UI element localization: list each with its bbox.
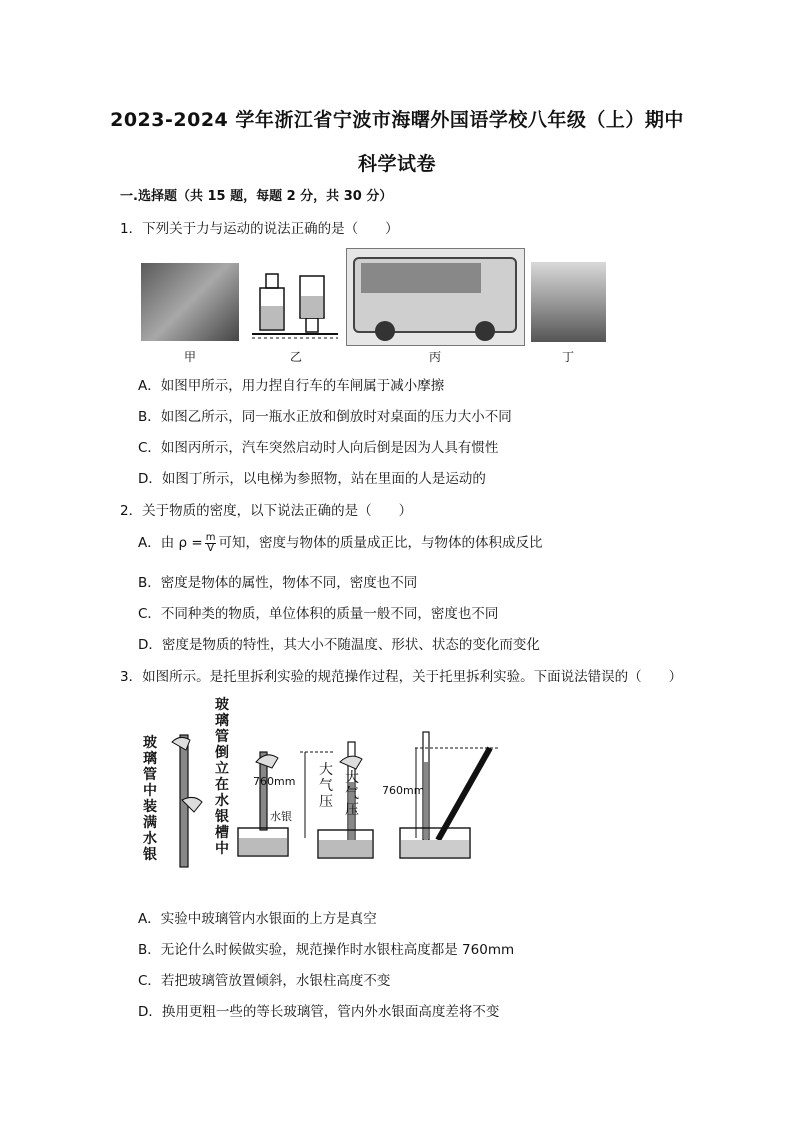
- question-3-option-a[interactable]: A．实验中玻璃管内水银面的上方是真空: [138, 911, 377, 927]
- question-3-option-b[interactable]: B．无论什么时候做实验，规范操作时水银柱高度都是 760mm: [138, 942, 515, 958]
- fraction-numerator: m: [205, 531, 216, 543]
- density-fraction: [205, 533, 217, 554]
- label-tube-filled: 玻璃管中装满水银: [143, 735, 157, 863]
- question-3-option-c[interactable]: C．若把玻璃管放置倾斜，水银柱高度不变: [138, 973, 391, 989]
- fraction-denominator: V: [207, 542, 214, 554]
- question-1-stem: 1．下列关于力与运动的说法正确的是（ ）: [120, 221, 399, 237]
- figure-bottles-diagram: [250, 262, 342, 344]
- label-height-760-2: 760mm: [382, 784, 425, 797]
- caption-jia: 甲: [183, 350, 196, 364]
- option-a-suffix: 可知，密度与物体的质量成正比，与物体的体积成反比: [218, 535, 543, 551]
- caption-yi: 乙: [289, 350, 302, 364]
- question-2-option-a[interactable]: [138, 531, 542, 554]
- label-tube-inverted: 玻璃管倒立在水银槽中: [215, 697, 229, 857]
- section-heading: 一.选择题（共 15 题，每题 2 分，共 30 分）: [120, 189, 393, 204]
- caption-ding: 丁: [561, 350, 574, 364]
- question-2-stem: 2．关于物质的密度，以下说法正确的是（ ）: [120, 503, 413, 519]
- question-1-option-a[interactable]: A．如图甲所示，用力捏自行车的车闸属于减小摩擦: [138, 378, 445, 394]
- label-height-760-1: 760mm: [253, 775, 296, 788]
- question-1-option-b[interactable]: B．如图乙所示，同一瓶水正放和倒放时对桌面的压力大小不同: [138, 409, 512, 425]
- page-title-line2: 科学试卷: [357, 153, 436, 175]
- figure-elevator-photo: [531, 262, 606, 342]
- question-2-option-b[interactable]: B．密度是物体的属性，物体不同，密度也不同: [138, 575, 418, 591]
- question-2-option-c[interactable]: C．不同种类的物质，单位体积的质量一般不同，密度也不同: [138, 606, 499, 622]
- label-atmospheric-pressure-2: 大气压: [345, 770, 359, 818]
- page-title-line1: 2023-2024 学年浙江省宁波市海曙外国语学校八年级（上）期中: [110, 109, 684, 131]
- label-mercury: 水银: [270, 810, 292, 823]
- question-1-option-c[interactable]: C．如图丙所示，汽车突然启动时人向后倒是因为人具有惯性: [138, 440, 499, 456]
- question-3-option-d[interactable]: D．换用更粗一些的等长玻璃管，管内外水银面高度差将不变: [138, 1004, 500, 1020]
- question-2-option-d[interactable]: D．密度是物质的特性，其大小不随温度、形状、状态的变化而变化: [138, 637, 540, 653]
- option-a-prefix: A．由 ρ =: [138, 535, 203, 551]
- caption-bing: 丙: [428, 350, 441, 364]
- label-atmospheric-pressure-1: 大气压: [319, 762, 333, 810]
- question-3-stem: 3．如图所示。是托里拆利实验的规范操作过程，关于托里拆利实验。下面说法错误的（ ）: [120, 669, 683, 685]
- figure-bicycle-brake-photo: [141, 263, 239, 341]
- figure-bus-illustration: [346, 248, 525, 346]
- question-1-option-d[interactable]: D．如图丁所示，以电梯为参照物，站在里面的人是运动的: [138, 471, 486, 487]
